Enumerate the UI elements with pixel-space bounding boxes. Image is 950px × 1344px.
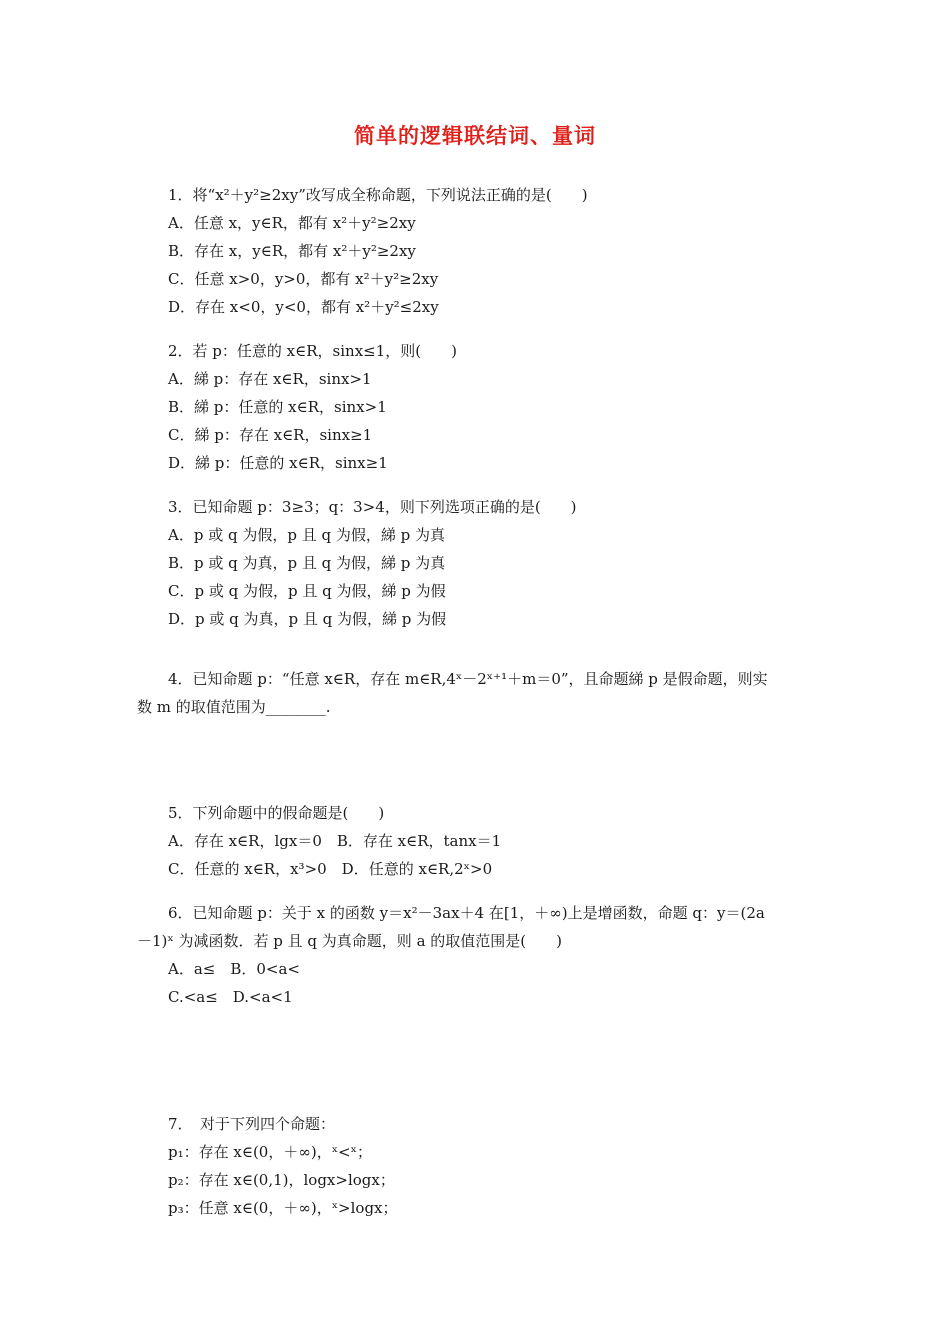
- q5-options-ab: A．存在 x∈R，lgx＝0 B．存在 x∈R，tanx＝1: [168, 832, 502, 850]
- q2-option-b: B．綈 p：任意的 x∈R，sinx>1: [168, 398, 387, 416]
- q3-option-c: C．p 或 q 为假，p 且 q 为假，綈 p 为假: [168, 582, 446, 600]
- q5-options-cd: C．任意的 x∈R，x³>0 D．任意的 x∈R,2ˣ>0: [168, 860, 493, 878]
- q7-proposition-p3: p₃：任意 x∈(0，＋∞)，ˣ>logx；: [168, 1199, 398, 1217]
- q6-stem-continued: －1)ˣ 为减函数．若 p 且 q 为真命题，则 a 的取值范围是( ): [137, 932, 562, 950]
- q1-option-c: C．任意 x>0，y>0，都有 x²＋y²≥2xy: [168, 270, 439, 288]
- q2-stem: 2．若 p：任意的 x∈R，sinx≤1，则( ): [168, 342, 457, 360]
- q3-option-a: A．p 或 q 为假，p 且 q 为假，綈 p 为真: [168, 526, 445, 544]
- q6-stem: 6．已知命题 p：关于 x 的函数 y＝x²－3ax＋4 在[1，＋∞)上是增函数，命题 q：y＝(2a: [168, 904, 765, 922]
- q5-stem: 5．下列命题中的假命题是( ): [168, 804, 385, 822]
- q1-option-b: B．存在 x，y∈R，都有 x²＋y²≥2xy: [168, 242, 416, 260]
- q3-stem: 3．已知命题 p：3≥3；q：3>4，则下列选项正确的是( ): [168, 498, 577, 516]
- q1-option-a: A．任意 x，y∈R，都有 x²＋y²≥2xy: [168, 214, 416, 232]
- q7-stem: 7． 对于下列四个命题：: [168, 1115, 336, 1133]
- q2-option-c: C．綈 p：存在 x∈R，sinx≥1: [168, 426, 373, 444]
- q1-option-d: D．存在 x<0，y<0，都有 x²＋y²≤2xy: [168, 298, 439, 316]
- q2-option-d: D．綈 p：任意的 x∈R，sinx≥1: [168, 454, 388, 472]
- q7-proposition-p2: p₂：存在 x∈(0,1)，logx>logx；: [168, 1171, 395, 1189]
- q6-options-cd: C.<a≤ D.<a<1: [168, 988, 293, 1006]
- q2-option-a: A．綈 p：存在 x∈R，sinx>1: [168, 370, 372, 388]
- q1-stem: 1．将“x²＋y²≥2xy”改写成全称命题，下列说法正确的是( ): [168, 186, 588, 204]
- page-title: 简单的逻辑联结词、量词: [354, 123, 596, 148]
- q7-proposition-p1: p₁：存在 x∈(0，＋∞)，ˣ<ˣ；: [168, 1143, 372, 1161]
- q6-options-ab: A．a≤ B．0<a<: [168, 960, 300, 978]
- q3-option-d: D．p 或 q 为真，p 且 q 为假，綈 p 为假: [168, 610, 447, 628]
- q4-stem-continued: 数 m 的取值范围为________.: [137, 698, 331, 716]
- q4-stem: 4．已知命题 p：“任意 x∈R，存在 m∈R,4ˣ－2ˣ⁺¹＋m＝0”，且命题綈 p 是假命题，则实: [168, 670, 768, 688]
- q3-option-b: B．p 或 q 为真，p 且 q 为假，綈 p 为真: [168, 554, 446, 572]
